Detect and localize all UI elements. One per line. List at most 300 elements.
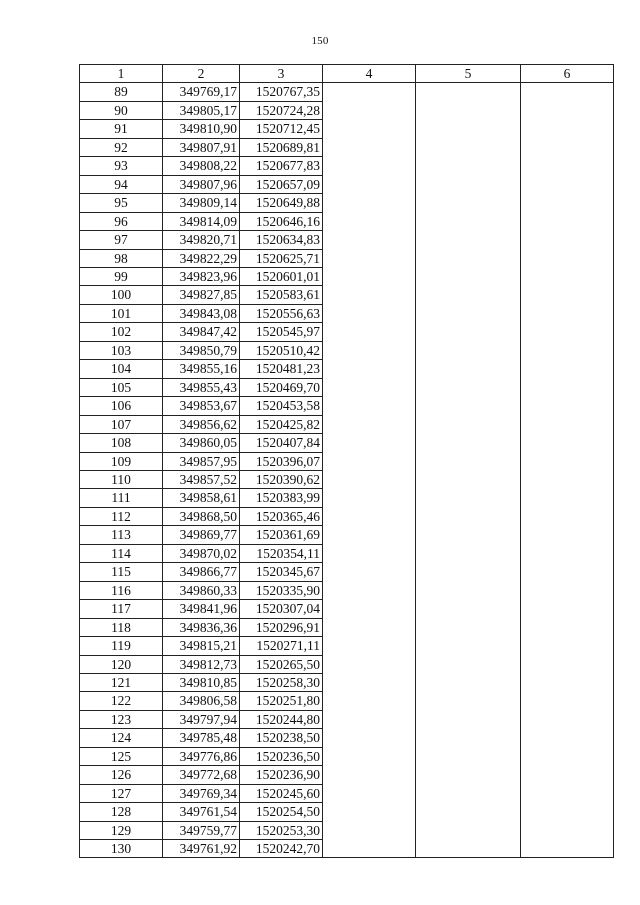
empty-cell-col-5 (416, 729, 521, 747)
y-coordinate-cell: 1520724,28 (240, 101, 323, 119)
empty-cell-col-6 (521, 507, 614, 525)
y-coordinate-cell: 1520242,70 (240, 840, 323, 858)
table-row (80, 729, 614, 747)
empty-cell-col-6 (521, 784, 614, 802)
empty-cell-col-6 (521, 489, 614, 507)
point-number-cell: 93 (80, 157, 163, 175)
empty-cell-col-6 (521, 581, 614, 599)
y-coordinate-cell: 1520556,63 (240, 304, 323, 322)
point-number-cell: 101 (80, 304, 163, 322)
empty-cell-col-6 (521, 231, 614, 249)
empty-cell-col-4 (323, 286, 416, 304)
table-row (80, 526, 614, 544)
table-row (80, 304, 614, 322)
x-coordinate-cell: 349870,02 (163, 544, 240, 562)
table-row (80, 507, 614, 525)
table-row (80, 249, 614, 267)
table-row (80, 840, 614, 858)
empty-cell-col-5 (416, 563, 521, 581)
x-coordinate-cell: 349855,16 (163, 360, 240, 378)
empty-cell-col-6 (521, 600, 614, 618)
point-number-cell: 118 (80, 618, 163, 636)
table-row (80, 194, 614, 212)
point-number-cell: 106 (80, 397, 163, 415)
y-coordinate-cell: 1520258,30 (240, 673, 323, 691)
empty-cell-col-6 (521, 618, 614, 636)
x-coordinate-cell: 349866,77 (163, 563, 240, 581)
x-coordinate-cell: 349868,50 (163, 507, 240, 525)
point-number-cell: 102 (80, 323, 163, 341)
empty-cell-col-4 (323, 581, 416, 599)
x-coordinate-cell: 349820,71 (163, 231, 240, 249)
x-coordinate-cell: 349857,52 (163, 470, 240, 488)
y-coordinate-cell: 1520361,69 (240, 526, 323, 544)
empty-cell-col-6 (521, 157, 614, 175)
point-number-cell: 105 (80, 378, 163, 396)
table-row (80, 83, 614, 101)
column-header-1: 1 (80, 65, 163, 83)
table-row (80, 766, 614, 784)
table-row (80, 784, 614, 802)
empty-cell-col-6 (521, 470, 614, 488)
point-number-cell: 121 (80, 673, 163, 691)
empty-cell-col-6 (521, 138, 614, 156)
y-coordinate-cell: 1520245,60 (240, 784, 323, 802)
y-coordinate-cell: 1520469,70 (240, 378, 323, 396)
table-row (80, 175, 614, 193)
y-coordinate-cell: 1520649,88 (240, 194, 323, 212)
point-number-cell: 114 (80, 544, 163, 562)
empty-cell-col-5 (416, 840, 521, 858)
table-row (80, 637, 614, 655)
x-coordinate-cell: 349808,22 (163, 157, 240, 175)
empty-cell-col-4 (323, 470, 416, 488)
point-number-cell: 92 (80, 138, 163, 156)
empty-cell-col-4 (323, 452, 416, 470)
empty-cell-col-4 (323, 120, 416, 138)
empty-cell-col-5 (416, 194, 521, 212)
y-coordinate-cell: 1520425,82 (240, 415, 323, 433)
empty-cell-col-5 (416, 138, 521, 156)
empty-cell-col-5 (416, 821, 521, 839)
empty-cell-col-4 (323, 692, 416, 710)
empty-cell-col-6 (521, 286, 614, 304)
y-coordinate-cell: 1520453,58 (240, 397, 323, 415)
point-number-cell: 108 (80, 434, 163, 452)
empty-cell-col-5 (416, 175, 521, 193)
y-coordinate-cell: 1520712,45 (240, 120, 323, 138)
empty-cell-col-4 (323, 212, 416, 230)
y-coordinate-cell: 1520365,46 (240, 507, 323, 525)
empty-cell-col-4 (323, 323, 416, 341)
empty-cell-col-5 (416, 415, 521, 433)
empty-cell-col-4 (323, 747, 416, 765)
y-coordinate-cell: 1520583,61 (240, 286, 323, 304)
table-row (80, 267, 614, 285)
empty-cell-col-4 (323, 600, 416, 618)
y-coordinate-cell: 1520254,50 (240, 803, 323, 821)
y-coordinate-cell: 1520481,23 (240, 360, 323, 378)
table-row (80, 397, 614, 415)
point-number-cell: 128 (80, 803, 163, 821)
empty-cell-col-4 (323, 249, 416, 267)
x-coordinate-cell: 349836,36 (163, 618, 240, 636)
empty-cell-col-5 (416, 710, 521, 728)
coordinates-table (79, 64, 614, 858)
point-number-cell: 123 (80, 710, 163, 728)
table-row (80, 415, 614, 433)
empty-cell-col-5 (416, 692, 521, 710)
empty-cell-col-5 (416, 673, 521, 691)
point-number-cell: 127 (80, 784, 163, 802)
empty-cell-col-5 (416, 378, 521, 396)
column-header-3: 3 (240, 65, 323, 83)
point-number-cell: 117 (80, 600, 163, 618)
x-coordinate-cell: 349815,21 (163, 637, 240, 655)
empty-cell-col-5 (416, 120, 521, 138)
empty-cell-col-4 (323, 341, 416, 359)
empty-cell-col-6 (521, 563, 614, 581)
empty-cell-col-6 (521, 304, 614, 322)
empty-cell-col-4 (323, 673, 416, 691)
empty-cell-col-5 (416, 434, 521, 452)
table-row (80, 600, 614, 618)
empty-cell-col-5 (416, 766, 521, 784)
empty-cell-col-5 (416, 507, 521, 525)
y-coordinate-cell: 1520396,07 (240, 452, 323, 470)
point-number-cell: 97 (80, 231, 163, 249)
point-number-cell: 110 (80, 470, 163, 488)
empty-cell-col-5 (416, 83, 521, 101)
page-number: 150 (311, 35, 329, 47)
x-coordinate-cell: 349841,96 (163, 600, 240, 618)
empty-cell-col-6 (521, 840, 614, 858)
table-row (80, 581, 614, 599)
empty-cell-col-5 (416, 489, 521, 507)
x-coordinate-cell: 349772,68 (163, 766, 240, 784)
empty-cell-col-6 (521, 821, 614, 839)
y-coordinate-cell: 1520265,50 (240, 655, 323, 673)
empty-cell-col-6 (521, 415, 614, 433)
y-coordinate-cell: 1520510,42 (240, 341, 323, 359)
point-number-cell: 126 (80, 766, 163, 784)
empty-cell-col-5 (416, 101, 521, 119)
point-number-cell: 99 (80, 267, 163, 285)
empty-cell-col-4 (323, 267, 416, 285)
empty-cell-col-6 (521, 434, 614, 452)
empty-cell-col-4 (323, 489, 416, 507)
table-row (80, 655, 614, 673)
empty-cell-col-5 (416, 600, 521, 618)
empty-cell-col-4 (323, 821, 416, 839)
point-number-cell: 109 (80, 452, 163, 470)
x-coordinate-cell: 349805,17 (163, 101, 240, 119)
x-coordinate-cell: 349797,94 (163, 710, 240, 728)
point-number-cell: 124 (80, 729, 163, 747)
x-coordinate-cell: 349822,29 (163, 249, 240, 267)
x-coordinate-cell: 349855,43 (163, 378, 240, 396)
empty-cell-col-5 (416, 341, 521, 359)
y-coordinate-cell: 1520383,99 (240, 489, 323, 507)
empty-cell-col-5 (416, 581, 521, 599)
empty-cell-col-6 (521, 729, 614, 747)
empty-cell-col-4 (323, 507, 416, 525)
empty-cell-col-6 (521, 323, 614, 341)
x-coordinate-cell: 349807,96 (163, 175, 240, 193)
x-coordinate-cell: 349810,90 (163, 120, 240, 138)
y-coordinate-cell: 1520335,90 (240, 581, 323, 599)
y-coordinate-cell: 1520657,09 (240, 175, 323, 193)
column-header-6: 6 (521, 65, 614, 83)
table-row (80, 434, 614, 452)
table-row (80, 821, 614, 839)
empty-cell-col-6 (521, 360, 614, 378)
point-number-cell: 115 (80, 563, 163, 581)
table-row (80, 452, 614, 470)
table-row (80, 341, 614, 359)
empty-cell-col-5 (416, 157, 521, 175)
empty-cell-col-4 (323, 710, 416, 728)
table-row (80, 470, 614, 488)
y-coordinate-cell: 1520271,11 (240, 637, 323, 655)
y-coordinate-cell: 1520236,90 (240, 766, 323, 784)
empty-cell-col-6 (521, 397, 614, 415)
empty-cell-col-4 (323, 544, 416, 562)
y-coordinate-cell: 1520296,91 (240, 618, 323, 636)
empty-cell-col-5 (416, 231, 521, 249)
table-row (80, 157, 614, 175)
empty-cell-col-6 (521, 120, 614, 138)
table-row (80, 747, 614, 765)
table-row (80, 544, 614, 562)
point-number-cell: 119 (80, 637, 163, 655)
point-number-cell: 111 (80, 489, 163, 507)
x-coordinate-cell: 349843,08 (163, 304, 240, 322)
empty-cell-col-4 (323, 360, 416, 378)
empty-cell-col-6 (521, 212, 614, 230)
point-number-cell: 100 (80, 286, 163, 304)
column-header-2: 2 (163, 65, 240, 83)
empty-cell-col-6 (521, 175, 614, 193)
point-number-cell: 103 (80, 341, 163, 359)
point-number-cell: 122 (80, 692, 163, 710)
empty-cell-col-4 (323, 378, 416, 396)
table-row (80, 378, 614, 396)
x-coordinate-cell: 349761,92 (163, 840, 240, 858)
empty-cell-col-5 (416, 526, 521, 544)
x-coordinate-cell: 349807,91 (163, 138, 240, 156)
empty-cell-col-4 (323, 194, 416, 212)
y-coordinate-cell: 1520625,71 (240, 249, 323, 267)
empty-cell-col-5 (416, 655, 521, 673)
point-number-cell: 112 (80, 507, 163, 525)
y-coordinate-cell: 1520238,50 (240, 729, 323, 747)
x-coordinate-cell: 349827,85 (163, 286, 240, 304)
empty-cell-col-4 (323, 766, 416, 784)
empty-cell-col-5 (416, 397, 521, 415)
point-number-cell: 130 (80, 840, 163, 858)
x-coordinate-cell: 349814,09 (163, 212, 240, 230)
x-coordinate-cell: 349857,95 (163, 452, 240, 470)
empty-cell-col-4 (323, 618, 416, 636)
empty-cell-col-5 (416, 784, 521, 802)
empty-cell-col-6 (521, 101, 614, 119)
empty-cell-col-4 (323, 526, 416, 544)
empty-cell-col-4 (323, 175, 416, 193)
empty-cell-col-6 (521, 673, 614, 691)
table-row (80, 360, 614, 378)
y-coordinate-cell: 1520646,16 (240, 212, 323, 230)
empty-cell-col-6 (521, 692, 614, 710)
x-coordinate-cell: 349860,33 (163, 581, 240, 599)
table-row (80, 563, 614, 581)
empty-cell-col-4 (323, 83, 416, 101)
point-number-cell: 89 (80, 83, 163, 101)
table-row (80, 489, 614, 507)
x-coordinate-cell: 349769,34 (163, 784, 240, 802)
y-coordinate-cell: 1520634,83 (240, 231, 323, 249)
empty-cell-col-4 (323, 157, 416, 175)
x-coordinate-cell: 349856,62 (163, 415, 240, 433)
y-coordinate-cell: 1520407,84 (240, 434, 323, 452)
empty-cell-col-4 (323, 729, 416, 747)
y-coordinate-cell: 1520251,80 (240, 692, 323, 710)
y-coordinate-cell: 1520244,80 (240, 710, 323, 728)
point-number-cell: 125 (80, 747, 163, 765)
x-coordinate-cell: 349858,61 (163, 489, 240, 507)
table-row (80, 710, 614, 728)
empty-cell-col-6 (521, 83, 614, 101)
y-coordinate-cell: 1520236,50 (240, 747, 323, 765)
empty-cell-col-6 (521, 526, 614, 544)
empty-cell-col-6 (521, 637, 614, 655)
empty-cell-col-5 (416, 249, 521, 267)
table-row (80, 803, 614, 821)
empty-cell-col-6 (521, 452, 614, 470)
table-row (80, 618, 614, 636)
point-number-cell: 91 (80, 120, 163, 138)
x-coordinate-cell: 349785,48 (163, 729, 240, 747)
y-coordinate-cell: 1520689,81 (240, 138, 323, 156)
empty-cell-col-5 (416, 544, 521, 562)
empty-cell-col-6 (521, 710, 614, 728)
empty-cell-col-6 (521, 194, 614, 212)
table-row (80, 231, 614, 249)
empty-cell-col-4 (323, 637, 416, 655)
empty-cell-col-4 (323, 803, 416, 821)
y-coordinate-cell: 1520253,30 (240, 821, 323, 839)
empty-cell-col-6 (521, 378, 614, 396)
y-coordinate-cell: 1520354,11 (240, 544, 323, 562)
empty-cell-col-4 (323, 784, 416, 802)
empty-cell-col-6 (521, 655, 614, 673)
empty-cell-col-6 (521, 766, 614, 784)
empty-cell-col-4 (323, 397, 416, 415)
empty-cell-col-4 (323, 655, 416, 673)
empty-cell-col-4 (323, 231, 416, 249)
x-coordinate-cell: 349850,79 (163, 341, 240, 359)
empty-cell-col-6 (521, 267, 614, 285)
x-coordinate-cell: 349812,73 (163, 655, 240, 673)
table-row (80, 286, 614, 304)
empty-cell-col-4 (323, 840, 416, 858)
empty-cell-col-5 (416, 618, 521, 636)
empty-cell-col-4 (323, 304, 416, 322)
empty-cell-col-5 (416, 803, 521, 821)
table-row (80, 212, 614, 230)
point-number-cell: 96 (80, 212, 163, 230)
point-number-cell: 90 (80, 101, 163, 119)
empty-cell-col-5 (416, 323, 521, 341)
x-coordinate-cell: 349823,96 (163, 267, 240, 285)
empty-cell-col-4 (323, 415, 416, 433)
y-coordinate-cell: 1520601,01 (240, 267, 323, 285)
point-number-cell: 104 (80, 360, 163, 378)
y-coordinate-cell: 1520767,35 (240, 83, 323, 101)
empty-cell-col-6 (521, 249, 614, 267)
empty-cell-col-5 (416, 747, 521, 765)
empty-cell-col-4 (323, 434, 416, 452)
table-row (80, 673, 614, 691)
table-row (80, 692, 614, 710)
table-row (80, 120, 614, 138)
empty-cell-col-5 (416, 267, 521, 285)
y-coordinate-cell: 1520545,97 (240, 323, 323, 341)
table-header-row (80, 65, 614, 83)
x-coordinate-cell: 349759,77 (163, 821, 240, 839)
point-number-cell: 107 (80, 415, 163, 433)
x-coordinate-cell: 349847,42 (163, 323, 240, 341)
empty-cell-col-5 (416, 360, 521, 378)
table-row (80, 138, 614, 156)
column-header-5: 5 (416, 65, 521, 83)
empty-cell-col-5 (416, 304, 521, 322)
empty-cell-col-6 (521, 803, 614, 821)
x-coordinate-cell: 349869,77 (163, 526, 240, 544)
point-number-cell: 95 (80, 194, 163, 212)
empty-cell-col-5 (416, 286, 521, 304)
point-number-cell: 116 (80, 581, 163, 599)
empty-cell-col-5 (416, 452, 521, 470)
empty-cell-col-4 (323, 138, 416, 156)
y-coordinate-cell: 1520677,83 (240, 157, 323, 175)
x-coordinate-cell: 349860,05 (163, 434, 240, 452)
empty-cell-col-4 (323, 101, 416, 119)
y-coordinate-cell: 1520307,04 (240, 600, 323, 618)
empty-cell-col-6 (521, 747, 614, 765)
x-coordinate-cell: 349776,86 (163, 747, 240, 765)
empty-cell-col-5 (416, 637, 521, 655)
x-coordinate-cell: 349769,17 (163, 83, 240, 101)
table-row (80, 101, 614, 119)
y-coordinate-cell: 1520345,67 (240, 563, 323, 581)
table-row (80, 323, 614, 341)
point-number-cell: 98 (80, 249, 163, 267)
x-coordinate-cell: 349761,54 (163, 803, 240, 821)
empty-cell-col-4 (323, 563, 416, 581)
y-coordinate-cell: 1520390,62 (240, 470, 323, 488)
x-coordinate-cell: 349809,14 (163, 194, 240, 212)
table-body (80, 65, 614, 858)
point-number-cell: 129 (80, 821, 163, 839)
empty-cell-col-6 (521, 341, 614, 359)
point-number-cell: 120 (80, 655, 163, 673)
x-coordinate-cell: 349806,58 (163, 692, 240, 710)
column-header-4: 4 (323, 65, 416, 83)
point-number-cell: 113 (80, 526, 163, 544)
x-coordinate-cell: 349853,67 (163, 397, 240, 415)
x-coordinate-cell: 349810,85 (163, 673, 240, 691)
